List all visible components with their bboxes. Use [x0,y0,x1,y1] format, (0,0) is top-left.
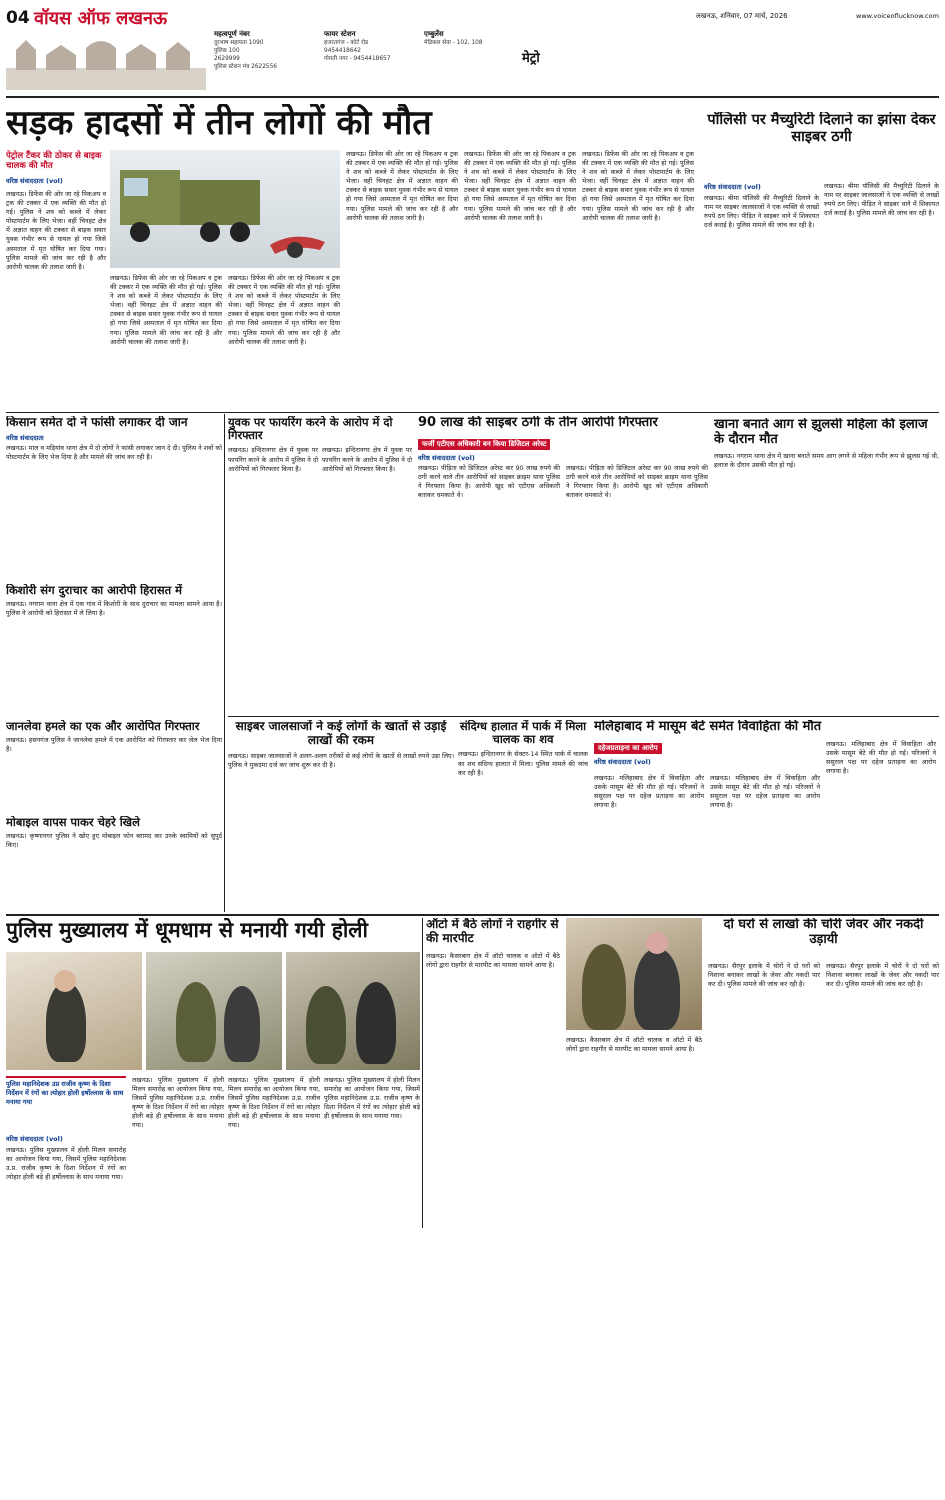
story-fire [714,418,939,718]
masthead-rule [6,96,939,98]
lead-body-col5: लखनऊ। डिफेंस की ओर जा रहे पिकअप व ट्रक की टक्कर में एक व्यक्ति की मौत हो गई। पुलिस ने शव को कब्जे में लेकर पोस्टमार्टम के लिए भेजा। वहीं चिनहट क्षेत्र में अज्ञात वाहन की टक्कर से बाइक सवार युवक गंभीर रूप से घायल हो गया जिसे अस्पताल में मृत घोषित कर दिया गया। पुलिस मामले की जांच कर रही है और आरोपी चालक की तलाश जारी है। [464,150,576,222]
lead-kicker [6,152,106,172]
story-auto-body: लखनऊ। कैसरबाग क्षेत्र में ऑटो चालक व ऑटो में बैठे लोगों द्वारा राहगीर से मारपीट का मामला सामने आया है। [426,952,560,970]
story-auto [426,918,702,1228]
story-firing-body-col2: लखनऊ। इन्दिरानगर क्षेत्र में युवक पर फायरिंग करने के आरोप में पुलिस ने दो आरोपियों को गिरफ्तार किया है। [322,446,412,473]
story-theft-body: लखनऊ। सैरपुर इलाके में चोरों ने दो घरों को निशाना बनाकर लाखों के जेवर और नकदी पार कर दी। पुलिस मामले की जांच कर रही है। [708,962,820,989]
story-cyber90-kicker: फर्जी एटीएस अधिकारी बन किया डिजिटल अरेस्ट [418,439,550,450]
lead-headline: सड़क हादसों में तीन लोगों की मौत [6,104,432,143]
story-minor-headline: किशोरी संग दुराचार का आरोपी हिरासत में [6,584,183,597]
story-attack-body: लखनऊ। हसनगंज पुलिस ने जानलेवा हमले में एक आरोपित को गिरफ्तार कर जेल भेज दिया है। [6,736,222,754]
story-park-headline: संदिग्ध हालात में पार्क में मिला चालक का शव [459,720,587,747]
side-cyber-body: लखनऊ। बीमा पॉलिसी की मैच्युरिटी दिलाने के नाम पर साइबर जालसाजों ने एक व्यक्ति से लाखों रुपये ठग लिए। पीड़ित ने साइबर थाने में शिकायत दर्ज कराई है। पुलिस मामले की जांच कर रही है। [704,194,819,230]
story-holi [6,918,420,1498]
fire-number-1: हजरतगंज - कोर्ट रोड [324,40,369,46]
story-farmer-byline: वरिष्ठ संवाददाता [6,433,44,442]
story-auto-body-col2: लखनऊ। कैसरबाग क्षेत्र में ऑटो चालक व ऑटो में बैठे लोगों द्वारा राहगीर से मारपीट का मामला सामने आया है। [566,1036,702,1054]
truck-illustration [110,150,340,268]
side-cyber-byline: वरिष्ठ संवाददाता (vol) [704,183,761,191]
important-number-1: दूरभाष सहायता 1090 [214,40,264,46]
story-cyber90-headline: 90 लाख की साइबर ठगी के तीन आरोपी गिरफ्तार [418,416,658,430]
ambulance-numbers [424,30,514,47]
story-cyber-accounts-body: लखनऊ। साइबर जालसाजों ने अलग-अलग तरीकों से कई लोगों के खातों से लाखों रुपये उड़ा लिए। पुलिस ने मुकदमा दर्ज कर जांच शुरू कर दी है। [228,751,454,769]
story-park [458,720,588,912]
story-malihabad-body: लखनऊ। मलिहाबाद क्षेत्र में विवाहिता और उसके मासूम बेटे की मौत हो गई। परिजनों ने ससुराल पक्ष पर दहेज प्रताड़ना का आरोप लगाया है। [594,774,704,810]
holi-photo-2 [146,952,282,1070]
divider-3 [6,914,939,916]
ambulance-number-1: मेडिकल सेवा - 102, 108 [424,40,483,46]
masthead [6,0,939,100]
lead-body: लखनऊ। डिफेंस की ओर जा रहे पिकअप व ट्रक की टक्कर में एक व्यक्ति की मौत हो गई। पुलिस ने शव को कब्जे में लेकर पोस्टमार्टम के लिए भेजा। वहीं चिनहट क्षेत्र में अज्ञात वाहन की टक्कर से बाइक सवार युवक गंभीर रूप से घायल हो गया जिसे अस्पताल में मृत घोषित कर दिया गया। पुलिस मामले की जांच कर रही है और आरोपी चालक की तलाश जारी है। [6,190,106,271]
story-farmer-body: लखनऊ। माल व मड़ियांव थाना क्षेत्र में दो लोगों ने फांसी लगाकर जान दे दी। पुलिस ने शवों को पोस्टमार्टम के लिए भेज दिया है और मामले की जांच कर रही है। [6,443,222,461]
story-farmer [6,416,222,576]
fire-station-numbers [324,30,416,63]
story-firing-body: लखनऊ। इन्दिरानगर क्षेत्र में युवक पर फायरिंग करने के आरोप में पुलिस ने दो आरोपियों को गिरफ्तार किया है। [228,446,318,473]
lead-body-col2: लखनऊ। डिफेंस की ओर जा रहे पिकअप व ट्रक की टक्कर में एक व्यक्ति की मौत हो गई। पुलिस ने शव को कब्जे में लेकर पोस्टमार्टम के लिए भेजा। वहीं चिनहट क्षेत्र में अज्ञात वाहन की टक्कर से बाइक सवार युवक गंभीर रूप से घायल हो गया जिसे अस्पताल में मृत घोषित कर दिया गया। पुलिस मामले की जांच कर रही है और आरोपी चालक की तलाश जारी है। [110,274,222,346]
important-numbers [214,30,314,71]
divider-2 [228,716,939,717]
story-auto-headline: ऑटो में बैठे लोगों ने राहगीर से की मारपीट [426,918,559,945]
story-fire-headline: खाना बनाते आग से झुलसी महिला की इलाज के दौरान मौत [714,418,928,447]
story-malihabad-byline: वरिष्ठ संवाददाता (vol) [594,757,651,766]
side-cyber-headline: पॉलिसी पर मैच्युरिटी दिलाने का झांसा देकर साइबर ठगी [707,112,936,145]
lead-body-col3: लखनऊ। डिफेंस की ओर जा रहे पिकअप व ट्रक की टक्कर में एक व्यक्ति की मौत हो गई। पुलिस ने शव को कब्जे में लेकर पोस्टमार्टम के लिए भेजा। वहीं चिनहट क्षेत्र में अज्ञात वाहन की टक्कर से बाइक सवार युवक गंभीर रूप से घायल हो गया जिसे अस्पताल में मृत घोषित कर दिया गया। पुलिस मामले की जांच कर रही है और आरोपी चालक की तलाश जारी है। [228,274,340,346]
story-park-body: लखनऊ। इन्दिरानगर के सेक्टर-14 स्थित पार्क में चालक का शव संदिग्ध हालात में मिला। पुलिस मामले की जांच कर रही है। [458,750,588,777]
fire-station-title: फायर स्टेशन [324,30,356,38]
story-malihabad-headline: मलिहाबाद में मासूम बेटे समेत विवाहिता की मौत [594,720,822,734]
vdivider-2 [422,918,423,1228]
side-cyber-body-col2: लखनऊ। बीमा पॉलिसी की मैच्युरिटी दिलाने के नाम पर साइबर जालसाजों ने एक व्यक्ति से लाखों रुपये ठग लिए। पीड़ित ने साइबर थाने में शिकायत दर्ज कराई है। पुलिस मामले की जांच कर रही है। [824,182,939,218]
story-cyber-accounts [228,720,454,912]
story-theft-body-col2: लखनऊ। सैरपुर इलाके में चोरों ने दो घरों को निशाना बनाकर लाखों के जेवर और नकदी पार कर दी। पुलिस मामले की जांच कर रही है। [826,962,939,989]
story-holi-body-col3: लखनऊ। पुलिस मुख्यालय में होली मिलन समारोह का आयोजन किया गया, जिसमें पुलिस महानिदेशक उ.प्र. राजीव कृष्ण के दिशा निर्देशन में रंगों का त्योहार होली बड़े ही हर्षोल्लास के साथ मनाया गया। [228,1076,320,1130]
lead-body-col4: लखनऊ। डिफेंस की ओर जा रहे पिकअप व ट्रक की टक्कर में एक व्यक्ति की मौत हो गई। पुलिस ने शव को कब्जे में लेकर पोस्टमार्टम के लिए भेजा। वहीं चिनहट क्षेत्र में अज्ञात वाहन की टक्कर से बाइक सवार युवक गंभीर रूप से घायल हो गया जिसे अस्पताल में मृत घोषित कर दिया गया। पुलिस मामले की जांच कर रही है और आरोपी चालक की तलाश जारी है। [346,150,458,222]
divider-1 [6,412,939,413]
story-cyber90-body-col2: लखनऊ। पीड़िता को डिजिटल अरेस्ट कर 90 लाख रुपये की ठगी करने वाले तीन आरोपियों को साइबर क्राइम थाना पुलिस ने गिरफ्तार किया है। आरोपी खुद को एटीएस अधिकारी बताकर धमकाते थे। [566,464,708,500]
story-cyber-accounts-headline: साइबर जालसाजों ने कई लोगों के खातों से उड़ाई लाखों की रकम [235,720,447,747]
important-number-2: पुलिस 100 [214,48,240,54]
story-mobile [6,816,222,912]
accident-photo [110,150,340,268]
story-holi-headline: पुलिस मुख्यालय में धूमधाम से मनायी गयी होली [6,918,368,942]
important-numbers-title: महत्वपूर्ण नंबर [214,30,250,38]
story-holi-body-col4: लखनऊ। पुलिस मुख्यालय में होली मिलन समारोह का आयोजन किया गया, जिसमें पुलिस महानिदेशक उ.प्र. राजीव कृष्ण के दिशा निर्देशन में रंगों का त्योहार होली बड़े ही हर्षोल्लास के साथ मनाया गया। [324,1076,420,1121]
story-holi-body: लखनऊ। पुलिस मुख्यालय में होली मिलन समारोह का आयोजन किया गया, जिसमें पुलिस महानिदेशक उ.प्र. राजीव कृष्ण के दिशा निर्देशन में रंगों का त्योहार होली बड़े ही हर्षोल्लास के साथ मनाया गया। [6,1146,126,1182]
story-theft-headline: दो घरों से लाखों की चोरी जेवर और नकदी उड़ायी [723,918,924,947]
story-cyber90-byline: वरिष्ठ संवाददाता (vol) [418,453,475,462]
auto-photo [566,918,702,1030]
story-cyber90 [418,416,708,716]
holi-photo-3 [286,952,420,1070]
fire-number-2: 9454418642 [324,48,361,54]
important-number-4: पुलिस स्टेशन मंत्र 2622556 [214,64,277,70]
website: www.voiceoflucknow.com [856,12,939,20]
important-number-3: 2629999 [214,56,240,62]
story-minor-body: लखनऊ। नगराम थाना क्षेत्र में एक गांव में किशोरी के साथ दुराचार का मामला सामने आया है। पुलिस ने आरोपी को हिरासत में ले लिया है। [6,600,222,618]
story-minor [6,584,222,714]
story-malihabad-body-col3: लखनऊ। मलिहाबाद क्षेत्र में विवाहिता और उसके मासूम बेटे की मौत हो गई। परिजनों ने ससुराल पक्ष पर दहेज प्रताड़ना का आरोप लगाया है। [826,740,936,776]
story-theft [708,918,939,1228]
holi-caption: पुलिस महानिदेशक उप्र राजीव कृष्ण के दिशा निर्देशन में रंगों का त्योहार होली हर्षोल्लास के साथ मनाया गया [6,1076,126,1130]
side-cyber-story [704,112,939,406]
holi-photo-1 [6,952,142,1070]
lead-story [6,104,696,406]
story-malihabad-body-col2: लखनऊ। मलिहाबाद क्षेत्र में विवाहिता और उसके मासूम बेटे की मौत हो गई। परिजनों ने ससुराल पक्ष पर दहेज प्रताड़ना का आरोप लगाया है। [710,774,820,810]
section-name: मेट्रो [522,51,540,66]
fire-number-3: गोमती नगर - 9454418657 [324,56,391,62]
story-attack-headline: जानलेवा हमले का एक और आरोपित गिरफ्तार [6,720,200,733]
dateline: लखनऊ, शनिवार, 07 मार्च, 2026 [696,12,788,20]
lead-kicker-text: पेट्रोल टैंकर की ठोकर से बाइक चालक की मौत [6,151,102,171]
story-farmer-headline: किसान समेत दो ने फांसी लगाकर दी जान [6,416,188,429]
story-mobile-body: लखनऊ। कृष्णानगर पुलिस ने खोए हुए मोबाइल फोन बरामद कर उनके स्वामियों को सुपुर्द किए। [6,832,222,850]
story-malihabad [594,720,939,912]
story-attack [6,720,222,814]
vdivider-1 [224,414,225,912]
story-firing-headline: युवक पर फायरिंग करने के आरोप में दो गिरफ्तार [228,416,393,443]
story-firing [228,416,414,716]
story-holi-body-col2: लखनऊ। पुलिस मुख्यालय में होली मिलन समारोह का आयोजन किया गया, जिसमें पुलिस महानिदेशक उ.प्र. राजीव कृष्ण के दिशा निर्देशन में रंगों का त्योहार होली बड़े ही हर्षोल्लास के साथ मनाया गया। [132,1076,224,1130]
paper-name: वॉयस ऑफ लखनऊ [34,8,168,29]
story-fire-body: लखनऊ। नगराम थाना क्षेत्र में खाना बनाते समय आग लगने से महिला गंभीर रूप से झुलस गई थी, इलाज के दौरान उसकी मौत हो गई। [714,451,939,469]
lead-body-col6: लखनऊ। डिफेंस की ओर जा रहे पिकअप व ट्रक की टक्कर में एक व्यक्ति की मौत हो गई। पुलिस ने शव को कब्जे में लेकर पोस्टमार्टम के लिए भेजा। वहीं चिनहट क्षेत्र में अज्ञात वाहन की टक्कर से बाइक सवार युवक गंभीर रूप से घायल हो गया जिसे अस्पताल में मृत घोषित कर दिया गया। पुलिस मामले की जांच कर रही है और आरोपी चालक की तलाश जारी है। [582,150,694,222]
page-number: 04 [6,8,30,28]
story-cyber90-body: लखनऊ। पीड़िता को डिजिटल अरेस्ट कर 90 लाख रुपये की ठगी करने वाले तीन आरोपियों को साइबर क्राइम थाना पुलिस ने गिरफ्तार किया है। आरोपी खुद को एटीएस अधिकारी बताकर धमकाते थे। [418,464,560,500]
story-mobile-headline: मोबाइल वापस पाकर चेहरे खिले [6,816,140,829]
lead-byline: वरिष्ठ संवाददाता (vol) [6,177,63,185]
ambulance-title: एम्बुलेंस [424,30,444,38]
skyline-graphic [6,30,206,90]
story-holi-byline: वरिष्ठ संवाददाता (vol) [6,1135,63,1143]
story-malihabad-kicker: दहेजप्रताड़ना का आरोप [594,743,662,754]
